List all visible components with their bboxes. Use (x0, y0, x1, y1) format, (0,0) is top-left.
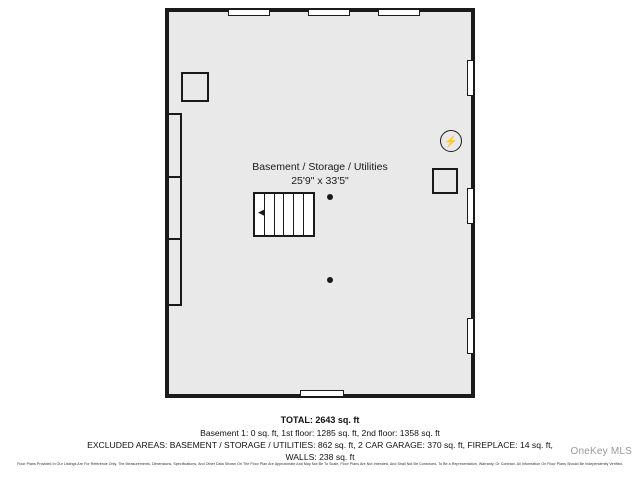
stair-tread (304, 194, 313, 235)
room-dimensions: 25'9" x 33'5" (291, 175, 349, 188)
interior-partition-bottom (169, 304, 182, 306)
support-column-dot (327, 194, 333, 200)
summary-walls: WALLS: 238 sq. ft (285, 452, 355, 463)
electrical-panel-icon (440, 130, 462, 152)
window-top-right (378, 9, 420, 16)
room-name: Basement / Storage / Utilities (252, 161, 388, 173)
electrical-panel-glyph: ⚡ (444, 135, 458, 148)
interior-partition-mid-2 (169, 238, 182, 240)
room-label-group (0, 160, 640, 188)
watermark-logo: OneKey MLS (570, 446, 632, 457)
exterior-wall-outline (165, 8, 475, 398)
support-column-dot (327, 277, 333, 283)
stair-tread (284, 194, 294, 235)
summary-breakdown: Basement 1: 0 sq. ft, 1st floor: 1285 sq. ft, 2nd floor: 1358 sq. ft (200, 427, 440, 438)
utility-closet-box (181, 72, 209, 102)
window-right-upper (467, 60, 474, 96)
area-summary (0, 414, 640, 463)
window-right-middle (467, 188, 474, 224)
window-bottom (300, 390, 344, 397)
stair-tread (294, 194, 304, 235)
stair-tread (275, 194, 285, 235)
summary-excluded: EXCLUDED AREAS: BASEMENT / STORAGE / UTILITIES: 862 sq. ft, 2 CAR GARAGE: 370 sq. ft, FIREPLACE: 14 sq. ft, (87, 439, 553, 450)
interior-partition-top (169, 113, 182, 115)
stair-tread (265, 194, 275, 235)
window-top-left (228, 9, 270, 16)
interior-partition-vertical (180, 113, 182, 306)
window-top-mid (308, 9, 350, 16)
window-right-lower (467, 318, 474, 354)
disclaimer-text: Floor Plans Provided In Our Listings Are For Reference Only. The Measurements, Dimensions, Specifications, And Other Data Shown On The Floor Plan Are Approximate And May Not Be To Scale, Floor Plans Are Not Intended, And Shall Not Be Construed, To Be a Representation, Warranty, Or Contract. All Information On Floor Plans Should Be Independently Verified. (17, 462, 623, 466)
stairs-direction-arrow: ◀ (258, 207, 265, 217)
summary-total: TOTAL: 2643 sq. ft (280, 415, 360, 425)
